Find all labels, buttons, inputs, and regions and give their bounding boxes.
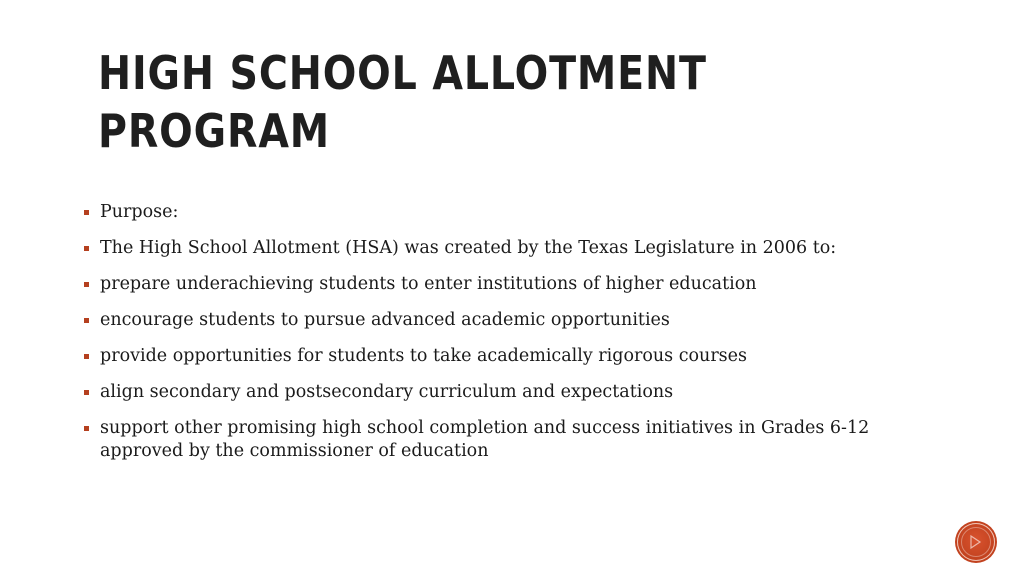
bullet-item (84, 237, 934, 260)
square-bullet-icon (84, 354, 89, 359)
bullet-text: provide opportunities for students to take academically rigorous courses (100, 346, 748, 366)
bullet-item (84, 273, 934, 296)
square-bullet-icon (84, 426, 89, 431)
bullet-text: Purpose: (100, 202, 179, 222)
slide-title: HIGH SCHOOL ALLOTMENT PROGRAM (98, 46, 707, 158)
square-bullet-icon (84, 282, 89, 287)
next-slide-icon (969, 534, 983, 550)
bullet-item (84, 381, 934, 404)
bullet-item (84, 201, 934, 224)
bullet-item (84, 417, 934, 463)
square-bullet-icon (84, 210, 89, 215)
bullet-text: prepare underachieving students to enter institutions of higher education (100, 274, 757, 294)
bullet-text: align secondary and postsecondary curriculum and expectations (100, 382, 674, 402)
square-bullet-icon (84, 318, 89, 323)
bullet-text: encourage students to pursue advanced academic opportunities (100, 310, 670, 330)
bullet-item (84, 345, 934, 368)
bullet-list (84, 201, 934, 476)
next-slide-button[interactable] (957, 523, 995, 561)
bullet-text: support other promising high school completion and success initiatives in Grades 6-12 approved by the commissioner of education (100, 418, 870, 461)
square-bullet-icon (84, 390, 89, 395)
bullet-text: The High School Allotment (HSA) was created by the Texas Legislature in 2006 to: (100, 238, 837, 258)
bullet-item (84, 309, 934, 332)
square-bullet-icon (84, 246, 89, 251)
